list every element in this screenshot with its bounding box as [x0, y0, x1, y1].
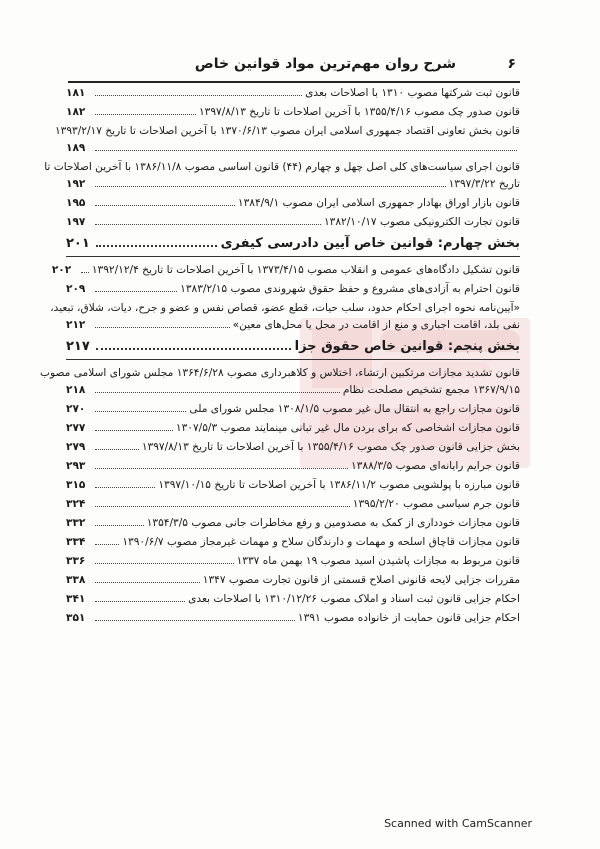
dot-leader: [95, 592, 185, 602]
toc-entry-page: ۳۴۱: [66, 593, 86, 605]
dot-leader: [95, 105, 196, 115]
toc-entry: [66, 535, 520, 549]
toc-entry-title: قانون مجازات قاچاق اسلحه و مهمات و دارندگان سلاح و مهمات غیرمجاز مصوب ۱۳۹۰/۶/۷: [122, 536, 520, 548]
section-page: ۲۰۱: [66, 236, 90, 251]
dot-leader: [96, 234, 217, 247]
toc-entry-page: ۱۹۲: [66, 178, 86, 190]
toc-entry-title: قانون مبارزه با پولشویی مصوب ۱۳۸۶/۱۱/۲ با آخرین اصلاحات تا تاریخ ۱۳۹۷/۱۰/۱۵: [158, 479, 520, 491]
toc-entry-page: ۳۵۱: [66, 612, 86, 624]
toc-entry-title: قانون مجازات خودداری از کمک به مصدومین و رفع مخاطرات جانی مصوب ۱۳۵۴/۳/۵: [146, 517, 520, 529]
dot-leader: [96, 337, 291, 350]
dot-leader: [95, 554, 234, 564]
toc-entry: [66, 215, 520, 229]
section-title: بخش چهارم: قوانین خاص آیین دادرسی کیفری: [220, 236, 520, 251]
toc-entry-title: قانون ثبت شرکتها مصوب ۱۳۱۰ با اصلاحات بعدی: [305, 87, 520, 99]
toc-entry-page: ۳۳۶: [66, 555, 86, 567]
dot-leader: [95, 611, 295, 621]
toc-entry: [66, 196, 520, 210]
toc-entry-page: ۳۱۵: [66, 479, 86, 491]
toc-entry-title: احکام جزایی قانون ثبت اسناد و املاک مصوب ۱۳۱۰/۱۲/۲۶ با اصلاحات بعدی: [188, 593, 520, 605]
toc-entry: [66, 459, 520, 473]
toc-entry-title: قانون تجارت الکترونیکی مصوب ۱۳۸۲/۱۰/۱۷: [323, 216, 520, 228]
toc-entry-title: بخش جزایی قانون صدور چک مصوب ۱۳۵۵/۴/۱۶ با آخرین اصلاحات تا تاریخ ۱۳۹۷/۸/۱۳: [141, 441, 520, 453]
dot-leader: [95, 141, 517, 151]
toc-entry-title: قانون جرم سیاسی مصوب ۱۳۹۵/۲/۲۰: [352, 498, 520, 510]
toc-entry-page: ۲۰۹: [66, 283, 86, 295]
toc-entry-page: ۳۳۸: [66, 574, 86, 586]
toc-entry-page: ۲۷۷: [66, 422, 86, 434]
toc-entry-continuation: [66, 383, 520, 397]
toc-entry: [66, 611, 520, 625]
toc-entry: [66, 86, 520, 100]
toc-entry: [66, 421, 520, 435]
dot-leader: [95, 440, 139, 450]
header-divider: [68, 81, 520, 83]
toc-entry-continuation: [66, 318, 520, 332]
running-header: [68, 54, 516, 78]
toc-entry: [66, 573, 520, 587]
toc-entry-page: ۲۹۳: [66, 460, 86, 472]
toc-entry-title: قانون صدور چک مصوب ۱۳۵۵/۴/۱۶ با آخرین اصلاحات تا تاریخ ۱۳۹۷/۸/۱۳: [198, 106, 520, 118]
toc-entry: [66, 440, 520, 454]
toc-entry: [51, 263, 520, 277]
toc-entry-title: مقررات جزایی لایحه قانونی اصلاح قسمتی از قانون تجارت مصوب ۱۳۴۷: [202, 574, 520, 586]
dot-leader: [95, 573, 200, 583]
dot-leader: [95, 383, 340, 393]
toc-entry: [66, 402, 520, 416]
dot-leader: [95, 421, 173, 431]
toc-entry-title: قانون مجازات اشخاصی که برای بردن مال غیر تبانی مینمایند مصوب ۱۳۰۷/۵/۳: [175, 422, 520, 434]
toc-entry-title: قانون مجازات راجع به انتقال مال غیر مصوب ۱۳۰۸/۱/۵ مجلس شورای ملی: [189, 403, 520, 415]
toc-entry-page: ۲۱۲: [66, 319, 86, 331]
toc-entry: [66, 478, 520, 492]
dot-leader: [95, 459, 348, 469]
dot-leader: [95, 318, 230, 328]
dot-leader: [95, 478, 155, 488]
toc-entry: [66, 554, 520, 568]
toc-entry: [50, 301, 520, 315]
dot-leader: [95, 516, 144, 526]
toc-entry-continuation: [66, 177, 520, 191]
toc-entry-title: قانون بازار اوراق بهادار جمهوری اسلامی ایران مصوب ۱۳۸۴/۹/۱: [237, 197, 520, 209]
toc-entry-continuation: [66, 141, 520, 155]
section-page: ۲۱۷: [66, 339, 90, 354]
dot-leader: [95, 177, 446, 187]
toc-entry: [44, 160, 520, 174]
dot-leader: [95, 196, 235, 206]
toc-entry: [66, 282, 520, 296]
toc-entry-title: قانون بخش تعاونی اقتصاد جمهوری اسلامی ایران مصوب ۱۳۷۰/۶/۱۳ با آخرین اصلاحات تا تاریخ ۱۳۹۳/۲/۱۷: [54, 125, 520, 137]
toc-entry: [66, 592, 520, 606]
toc-entry-page: ۳۳۴: [66, 536, 86, 548]
toc-entry-title: قانون تشدید مجازات مرتکبین ارتشاء، اختلاس و کلاهبرداری مصوب ۱۳۶۴/۶/۲۸ مجلس شورای اسلامی مصوب: [40, 367, 520, 379]
toc-entry-page: ۲۷۹: [66, 441, 86, 453]
dot-leader: [95, 497, 350, 507]
toc-entry-title: قانون مربوط به مجازات پاشیدن اسید مصوب ۱۹ بهمن ماه ۱۳۳۷: [236, 555, 520, 567]
toc-entry-title: قانون احترام به آزادی‌های مشروع و حفظ حقوق شهروندی مصوب ۱۳۸۳/۲/۱۵: [180, 283, 520, 295]
toc-entry-title: نفی بلد، اقامت اجباری و منع از اقامت در محل یا محل‌های معین»: [232, 319, 520, 331]
toc-entry: [66, 497, 520, 511]
toc-entry-page: ۲۰۲: [51, 264, 72, 276]
table-of-contents: [40, 86, 520, 630]
toc-entry-page: ۲۱۸: [66, 384, 86, 396]
toc-entry: [40, 366, 520, 380]
section-heading: [66, 337, 520, 360]
toc-entry-page: ۱۸۱: [66, 87, 86, 99]
toc-entry-title: احکام جزایی قانون حمایت از خانواده مصوب ۱۳۹۱: [297, 612, 520, 624]
dot-leader: [95, 402, 186, 412]
toc-entry-page: ۲۷۰: [66, 403, 86, 415]
dot-leader: [81, 263, 89, 273]
dot-leader: [95, 282, 177, 292]
section-title: بخش پنجم: قوانین خاص حقوق جزا: [294, 339, 520, 354]
toc-entry-title: تاریخ ۱۳۹۷/۳/۲۲: [448, 178, 520, 190]
book-title: شرح روان مهم‌ترین مواد قوانین خاص: [194, 56, 456, 72]
scanner-watermark: Scanned with CamScanner: [384, 817, 532, 830]
toc-entry-page: ۱۹۷: [66, 216, 86, 228]
toc-entry-title: قانون تشکیل دادگاه‌های عمومی و انقلاب مصوب ۱۳۷۳/۴/۱۵ با آخرین اصلاحات تا تاریخ ۱۳۹۲/۱۲/۴: [91, 264, 520, 276]
toc-entry-page: ۱۸۹: [66, 142, 86, 154]
dot-leader: [95, 215, 321, 225]
toc-entry-page: ۱۸۲: [66, 106, 86, 118]
toc-entry-title: قانون اجرای سیاست‌های کلی اصل چهل و چهارم (۴۴) قانون اساسی مصوب ۱۳۸۶/۱۱/۸ با آخرین اصلاحات تا: [44, 161, 520, 173]
toc-entry: [66, 516, 520, 530]
page-number: ۶: [507, 56, 516, 72]
dot-leader: [95, 86, 302, 96]
toc-entry-title: قانون جرایم رایانه‌ای مصوب ۱۳۸۸/۳/۵: [351, 460, 520, 472]
toc-entry-page: ۱۹۵: [66, 197, 86, 209]
toc-entry-page: ۳۲۴: [66, 498, 86, 510]
toc-entry-title: ۱۳۶۷/۹/۱۵ مجمع تشخیص مصلحت نظام: [342, 384, 520, 396]
toc-entry: [66, 105, 520, 119]
section-heading: [66, 234, 520, 257]
toc-entry-page: ۳۳۲: [66, 517, 86, 529]
dot-leader: [95, 535, 119, 545]
toc-entry-title: «آیین‌نامه نحوه اجرای احکام حدود، سلب حیات، قطع عضو، قصاص نفس و عضو و جرح، دیات، شلاق، تبعید،: [50, 302, 520, 314]
toc-entry: [54, 124, 520, 138]
